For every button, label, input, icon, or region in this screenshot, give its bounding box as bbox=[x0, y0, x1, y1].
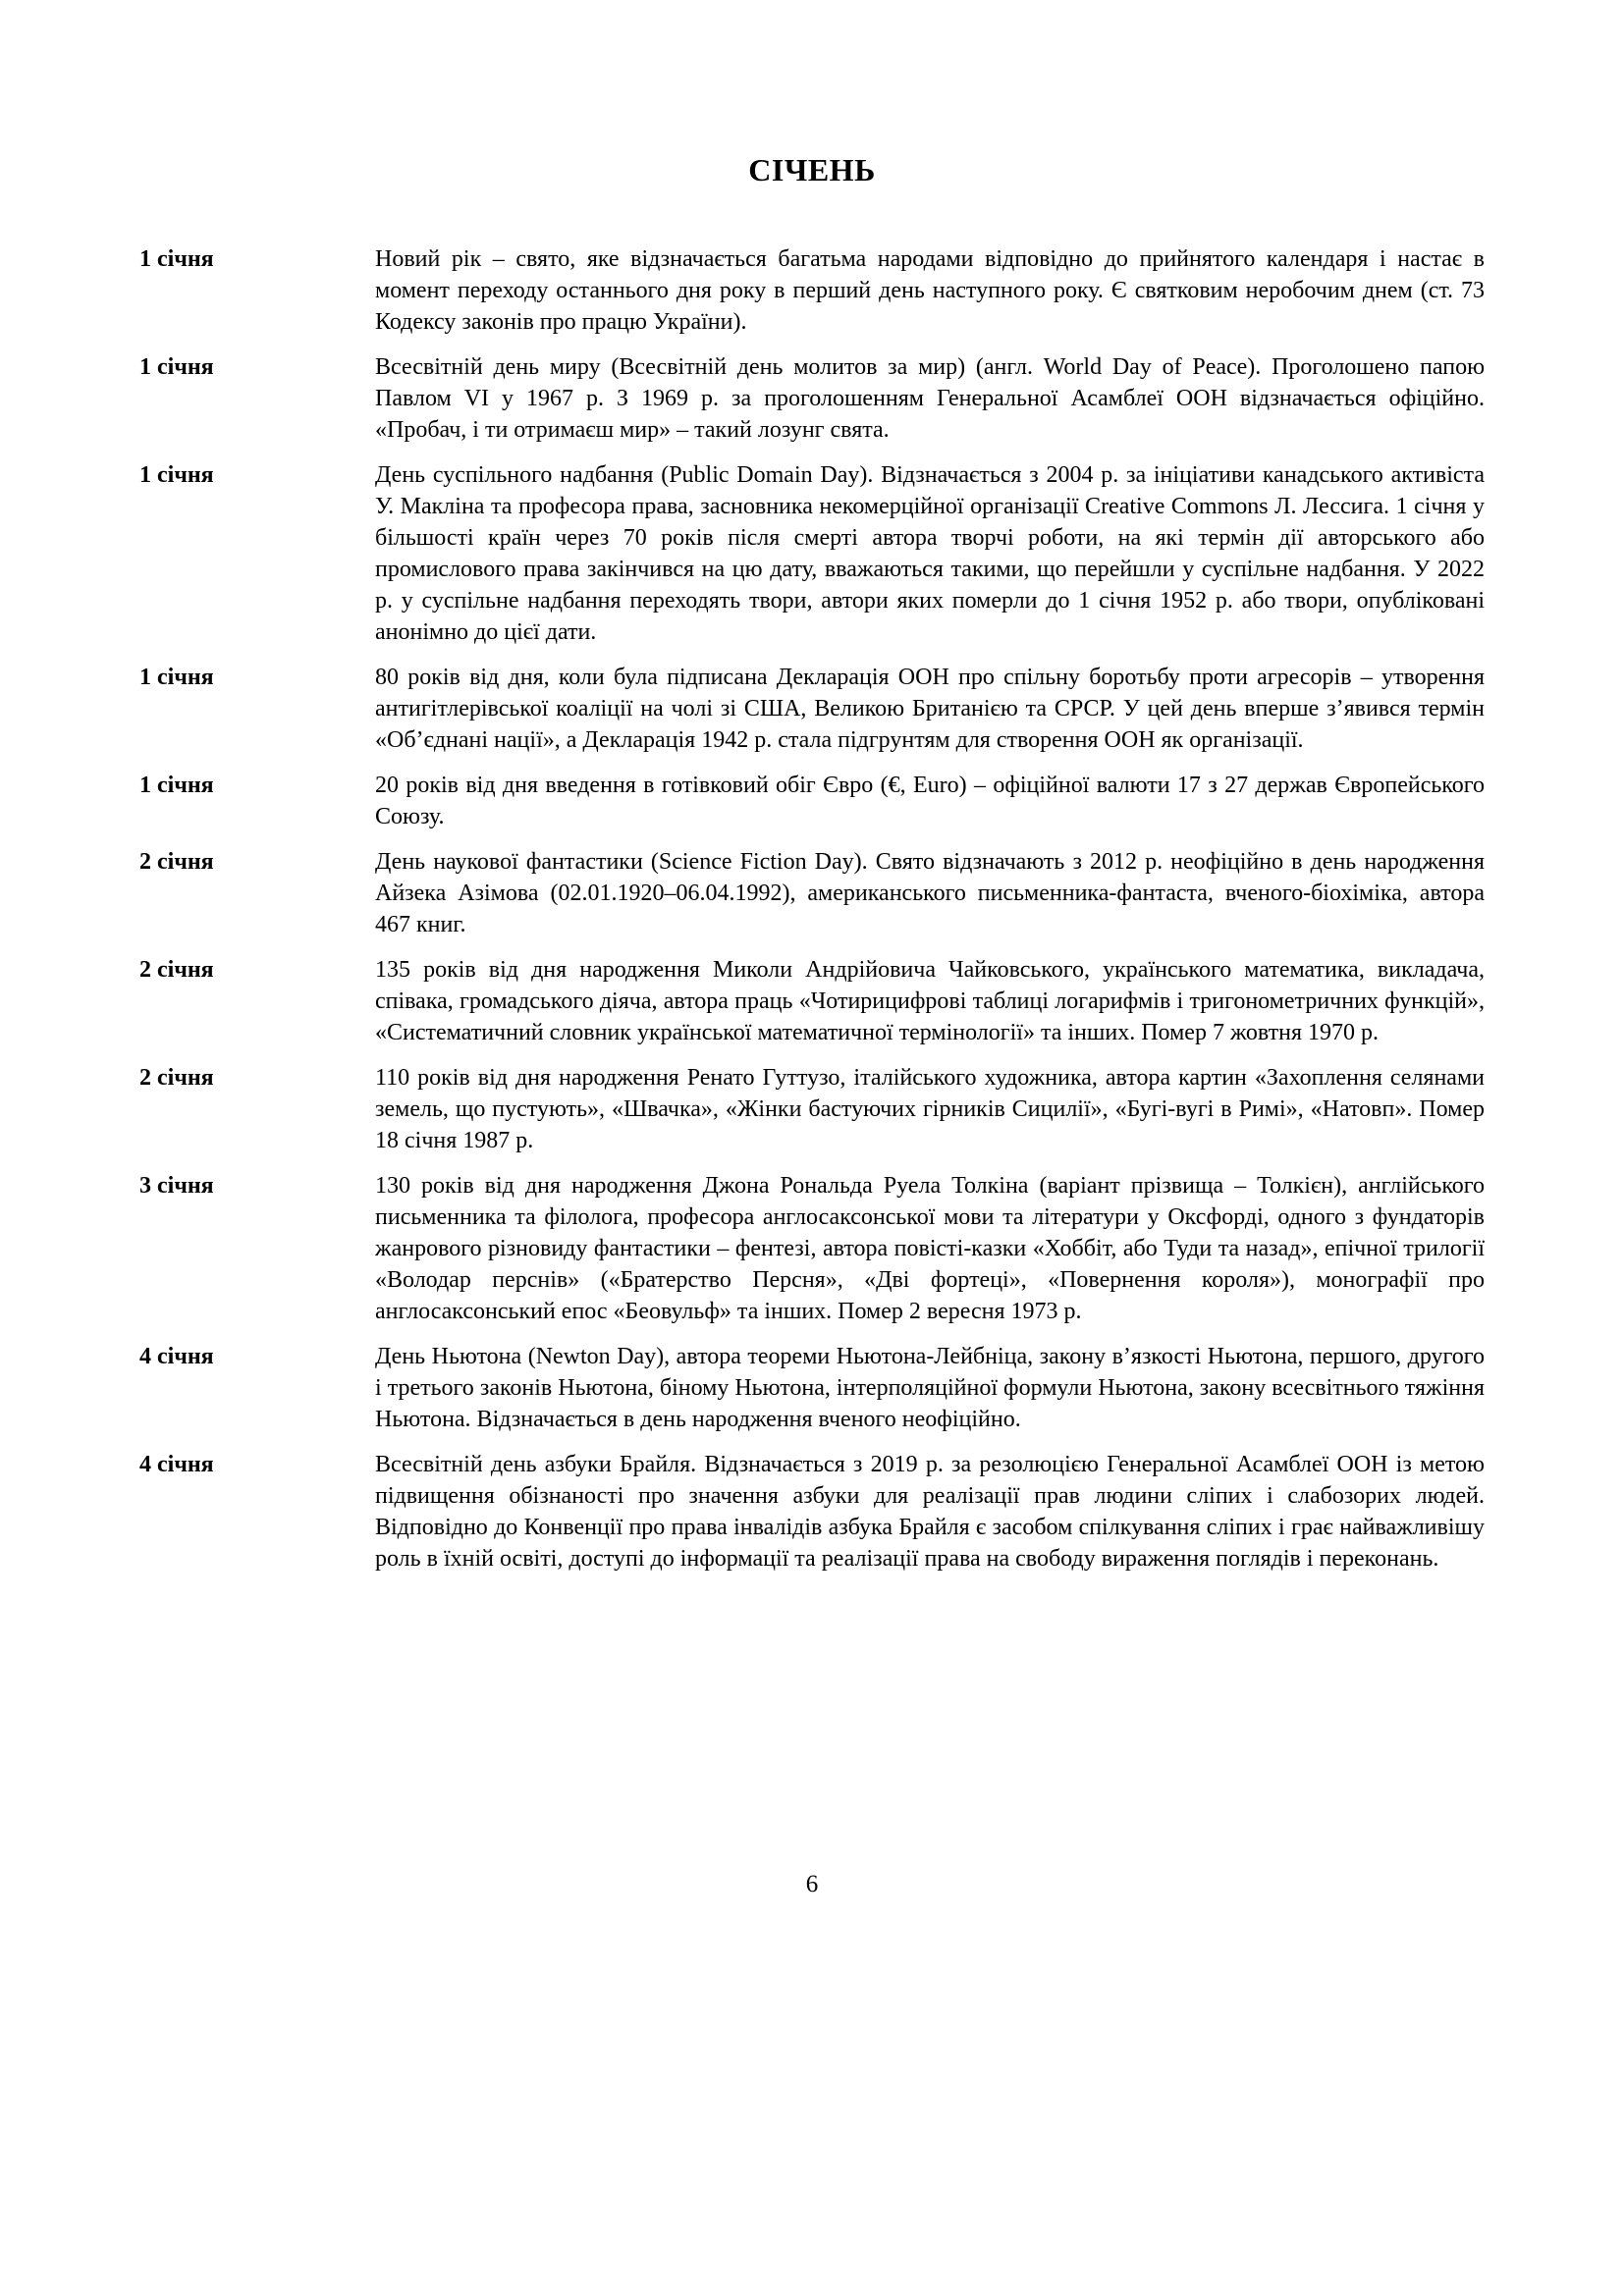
entry-text: 80 років від дня, коли була підписана Декларація ООН про спільну боротьбу проти агресорів – утворення антигітлерівської коаліції на чолі зі США, Великою Британією та СРСР. У цей день вперше з’явився термін «Об’єднані нації», а Декларація 1942 р. стала підгрунтям для створення ООН як організації. bbox=[375, 665, 1485, 753]
entry-text: 110 років від дня народження Ренато Гуттузо, італійського художника, автора картин «Захоплення селянами земель, що пустують», «Швачка», «Жінки бастуючих гірників Сицилії», «Бугі-вугі в Римі», «Натовп». Помер 18 січня 1987 р. bbox=[375, 1065, 1485, 1153]
entry-date: 1 січня bbox=[139, 773, 214, 798]
calendar-entry bbox=[139, 662, 1485, 756]
entry-text: Всесвітній день миру (Всесвітній день молитов за мир) (англ. World Day of Peace). Проголошено папою Павлом VI у 1967 р. З 1969 р. за проголошенням Генеральної Асамблеї ООН відзначається офіційно. «Пробач, і ти отримаєш мир» – такий лозунг свята. bbox=[375, 354, 1485, 443]
calendar-entry bbox=[139, 1062, 1485, 1156]
calendar-entry bbox=[139, 1449, 1485, 1575]
entry-date: 1 січня bbox=[139, 462, 214, 488]
entry-date: 1 січня bbox=[139, 354, 214, 380]
entry-text: 135 років від дня народження Миколи Андрійовича Чайковського, українського математика, викладача, співака, громадського діяча, автора праць «Чотирицифрові таблиці логарифмів і тригонометричних функцій», «Систематичний словник української математичної термінології» та інших. Помер 7 жовтня 1970 р. bbox=[375, 957, 1485, 1045]
entry-text: 130 років від дня народження Джона Рональда Руела Толкіна (варіант прізвища – Толкієн), англійського письменника та філолога, професора англосаксонської мови та літератури у Оксфорді, одного з фундаторів жанрового різновиду фантастики – фентезі, автора повісті-казки «Хоббіт, або Туди та назад», епічної трилогії «Володар перснів» («Братерство Персня», «Дві фортеці», «Повернення короля»), монографії про англосаксонський епос «Беовульф» та інших. Помер 2 вересня 1973 р. bbox=[375, 1173, 1485, 1324]
entry-date: 2 січня bbox=[139, 957, 214, 983]
calendar-entry bbox=[139, 459, 1485, 648]
entry-text: Всесвітній день азбуки Брайля. Відзначається з 2019 р. за резолюцією Генеральної Асамблеї ООН із метою підвищення обізнаності про значення азбуки для реалізації прав людини сліпих і слабозорих людей. Відповідно до Конвенції про права інвалідів азбука Брайля є засобом спілкування сліпих і грає найважливішу роль в їхній освіті, доступі до інформації та реалізації права на свободу вираження поглядів і переконань. bbox=[375, 1452, 1485, 1572]
calendar-entry bbox=[139, 351, 1485, 446]
calendar-entry bbox=[139, 243, 1485, 338]
calendar-entry bbox=[139, 1341, 1485, 1435]
calendar-entry bbox=[139, 1170, 1485, 1327]
entry-text: День наукової фантастики (Science Fiction Day). Свято відзначають з 2012 р. неофіційно в день народження Айзека Азімова (02.01.1920–06.04.1992), американського письменника-фантаста, вченого-біохіміка, автора 467 книг. bbox=[375, 849, 1485, 937]
entry-date: 3 січня bbox=[139, 1173, 214, 1199]
entry-date: 2 січня bbox=[139, 1065, 214, 1091]
entry-date: 2 січня bbox=[139, 849, 214, 875]
entry-date: 1 січня bbox=[139, 665, 214, 690]
calendar-entry bbox=[139, 954, 1485, 1048]
calendar-entry bbox=[139, 846, 1485, 940]
entry-text: Новий рік – свято, яке відзначається багатьма народами відповідно до прийнятого календаря і настає в момент переходу останнього дня року в перший день наступного року. Є святковим неробочим днем (ст. 73 Кодексу законів про працю України). bbox=[375, 246, 1485, 335]
calendar-entry bbox=[139, 770, 1485, 832]
page-number: 6 bbox=[805, 1871, 819, 1897]
entry-text: День Ньютона (Newton Day), автора теореми Ньютона-Лейбніца, закону в’язкості Ньютона, першого, другого і третього законів Ньютона, біному Ньютона, інтерполяційної формули Ньютона, закону всесвітнього тяжіння Ньютона. Відзначається в день народження вченого неофіційно. bbox=[375, 1344, 1485, 1432]
entry-text: День суспільного надбання (Public Domain Day). Відзначається з 2004 р. за ініціативи канадського активіста У. Макліна та професора права, засновника некомерційної організації Creative Commons Л. Лессига. 1 січня у більшості країн через 70 років після смерті автора творчі роботи, на які термін дії авторського або промислового права закінчився на цю дату, вважаються такими, що перейшли у суспільне надбання. У 2022 р. у суспільне надбання переходять твори, автори яких померли до 1 січня 1952 р. або твори, опубліковані анонімно до цієї дати. bbox=[375, 462, 1485, 645]
entry-date: 4 січня bbox=[139, 1452, 214, 1477]
page-title: СІЧЕНЬ bbox=[748, 152, 876, 187]
calendar-entries bbox=[139, 243, 1485, 1588]
entry-date: 1 січня bbox=[139, 246, 214, 272]
entry-date: 4 січня bbox=[139, 1344, 214, 1369]
entry-text: 20 років від дня введення в готівковий обіг Євро (€, Euro) – офіційної валюти 17 з 27 держав Європейського Союзу. bbox=[375, 773, 1485, 829]
